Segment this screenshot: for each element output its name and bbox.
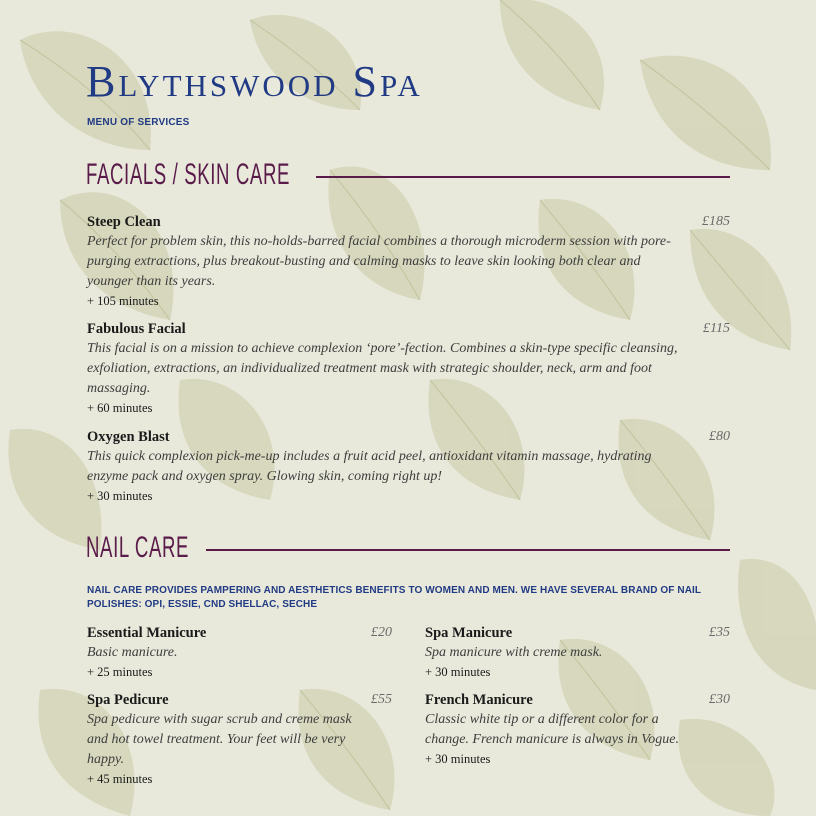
- service-description: Perfect for problem skin, this no-holds-barred facial combines a thorough microderm session with pore-purging extractions, plus breakout-busting and calming masks to leave skin looking both clear and younger than its years.: [87, 234, 671, 289]
- facials-section-title: FACIALS / SKIN CARE: [86, 158, 291, 191]
- service-duration: + 60 minutes: [87, 401, 153, 415]
- service-name: Spa Manicure: [425, 625, 513, 641]
- service-name: Essential Manicure: [87, 625, 207, 641]
- service-description: Classic white tip or a different color for a change. French manicure is always in Vogue.: [425, 712, 680, 747]
- service-duration: + 25 minutes: [87, 665, 153, 679]
- page-subtitle: MENU OF SERVICES: [87, 117, 190, 128]
- facials-section-header: [86, 160, 415, 190]
- service-item-essential-manicure: [87, 623, 392, 681]
- service-item-spa-pedicure: [87, 690, 392, 788]
- service-item-spa-manicure: [425, 623, 730, 681]
- service-duration: + 105 minutes: [87, 294, 159, 308]
- service-price: £115: [703, 321, 730, 336]
- facials-divider: [316, 176, 730, 178]
- page-title: Blythswood Spa: [86, 57, 423, 106]
- nails-intro-text: NAIL CARE PROVIDES PAMPERING AND AESTHETICS BENEFITS TO WOMEN AND MEN. WE HAVE SEVERAL BRAND OF NAIL POLISHES: OPI, ESSIE, CND SHELLAC, SECHE: [87, 585, 701, 610]
- service-description: Spa pedicure with sugar scrub and creme mask and hot towel treatment. Your feet will be very happy.: [87, 712, 352, 767]
- service-price: £30: [709, 692, 730, 707]
- service-duration: + 45 minutes: [87, 772, 153, 786]
- service-description: Spa manicure with creme mask.: [425, 645, 603, 660]
- service-name: Oxygen Blast: [87, 429, 170, 445]
- nails-section-header: [86, 533, 252, 563]
- service-item-oxygen-blast: [87, 427, 730, 505]
- service-description: This facial is on a mission to achieve complexion ‘pore’-fection. Combines a skin-type specific cleansing, exfoliation, extractions, an individualized treatment mask with strategic shoulder, neck, arm and foot massaging.: [87, 341, 678, 396]
- service-price: £185: [702, 214, 730, 229]
- service-duration: + 30 minutes: [425, 752, 491, 766]
- service-item-steep-clean: [87, 212, 730, 310]
- service-description: This quick complexion pick-me-up includes a fruit acid peel, antioxidant vitamin massage, hydrating enzyme pack and oxygen spray. Glowing skin, coming right up!: [87, 449, 652, 484]
- service-name: Spa Pedicure: [87, 692, 169, 708]
- nails-divider: [206, 549, 730, 551]
- service-duration: + 30 minutes: [425, 665, 491, 679]
- service-price: £35: [709, 625, 730, 640]
- service-name: Fabulous Facial: [87, 321, 186, 337]
- service-item-fabulous-facial: [87, 319, 730, 417]
- service-price: £80: [709, 429, 730, 444]
- service-item-french-manicure: [425, 690, 730, 768]
- service-price: £55: [371, 692, 392, 707]
- nails-section-title: NAIL CARE: [86, 531, 190, 564]
- service-price: £20: [371, 625, 392, 640]
- service-description: Basic manicure.: [87, 645, 178, 660]
- service-name: French Manicure: [425, 692, 533, 708]
- service-name: Steep Clean: [87, 214, 161, 230]
- service-duration: + 30 minutes: [87, 489, 153, 503]
